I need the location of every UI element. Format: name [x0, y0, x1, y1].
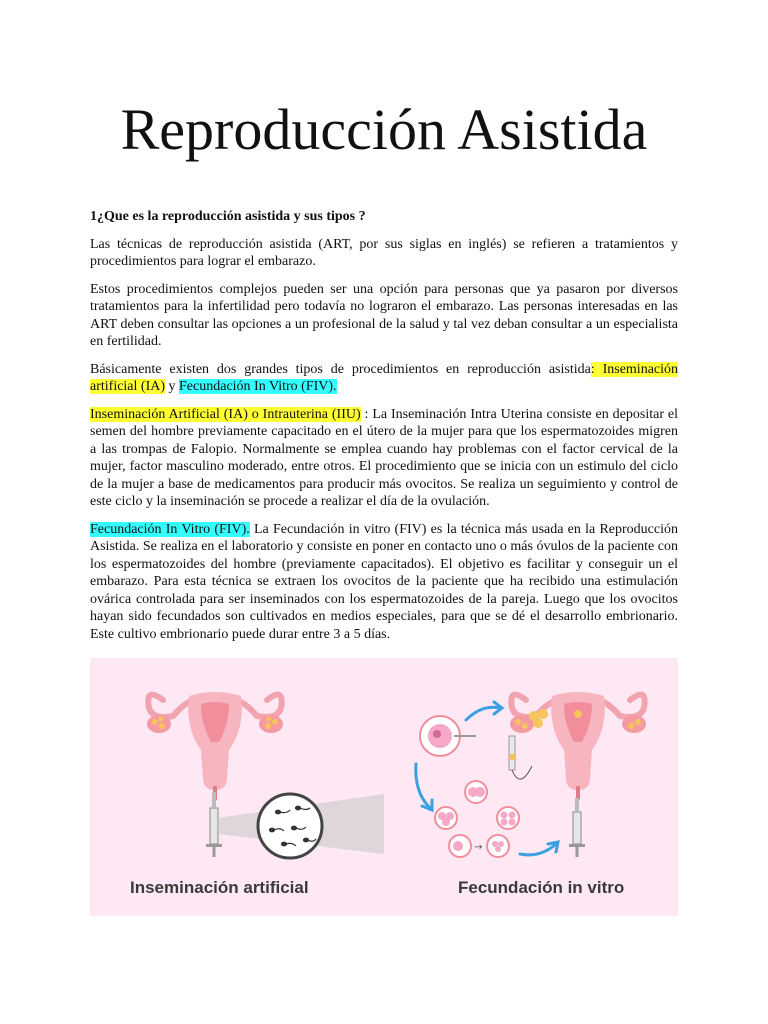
ia-description: : La Inseminación Intra Uterina consiste en depositar el semen del hombre previamente capacitado en el útero de la mujer para que los espermatozoides migren a las trompas de Falopio. Normalmente se emplea cuando hay problemas con el factor cervical de la mujer, factor masculino moderado, entre otros. El procedimiento que se inicia con un estimulo del ciclo de la mujer a base de medicamentos para producir más ovocitos. Se realiza un seguimiento y control de este ciclo y la inseminación se procede a realizar el día de la ovulación. — [90, 406, 678, 509]
paragraph-procedures: Estos procedimientos complejos pueden ser una opción para personas que ya pasaron por diversos tratamientos para la infertilidad pero todavía no lograron el embarazo. Las personas interesadas en las ART deben consultar las opciones a un profesional de la salud y tal vez deban consultar a un especialista en fertilidad. — [90, 281, 678, 349]
paragraph-fiv — [90, 521, 678, 644]
page-title: Reproducción Asistida — [120, 97, 648, 162]
pipette-icon — [509, 736, 532, 779]
document-body — [90, 208, 678, 653]
syringe-right-icon — [569, 798, 585, 857]
highlight-ia: : Inseminación artificial (IA) — [90, 361, 679, 394]
uterus-right-icon — [510, 692, 646, 800]
illustration-figure — [90, 658, 678, 916]
highlight-ia-term: Inseminación Artificial (IA) o Intrauterina (IIU) — [90, 406, 361, 422]
sperm-magnifier-icon — [258, 794, 322, 858]
paragraph-intro: Las técnicas de reproducción asistida (ART, por sus siglas en inglés) se refieren a tratamientos y procedimientos para lograr el embarazo. — [90, 236, 678, 269]
highlight-fiv: Fecundación In Vitro (FIV). — [179, 379, 337, 394]
uterus-left-icon — [147, 692, 283, 800]
caption-inseminacion: Inseminación artificial — [130, 878, 309, 897]
types-text: Básicamente existen dos grandes tipos de procedimientos en reproducción asistida — [90, 361, 591, 377]
oocyte-icon — [420, 716, 476, 756]
section-heading: 1¿Que es la reproducción asistida y sus tipos ? — [90, 209, 366, 224]
svg-text:→: → — [474, 842, 483, 853]
fiv-description: La Fecundación in vitro (FIV) es la técnica más usada en la Reproducción Asistida. Se realiza en el laboratorio y consiste en poner en contacto uno o más óvulos de la paciente con los espermatozoides del hombre (previamente capacitados). El objetivo es facilitar y conseguir un el embarazo. Para esta técnica se extraen los ovocitos de la paciente que ha recibido una estimulación ovárica controlada para ser inseminados con los espermatozoides de la pareja. Luego que los ovocitos hayan sido fecundados son cultivados en medios especiales, para que se dé el desarrollo embrionario. Este cultivo embrionario puede durar entre 3 a 5 días. — [90, 521, 678, 642]
types-connector: y — [165, 379, 180, 394]
caption-fecundacion: Fecundación in vitro — [458, 878, 625, 897]
paragraph-types — [90, 361, 678, 396]
paragraph-ia — [90, 406, 678, 511]
highlight-fiv-term: Fecundación In Vitro (FIV). — [90, 521, 250, 537]
embryo-stages-icon — [435, 781, 519, 857]
